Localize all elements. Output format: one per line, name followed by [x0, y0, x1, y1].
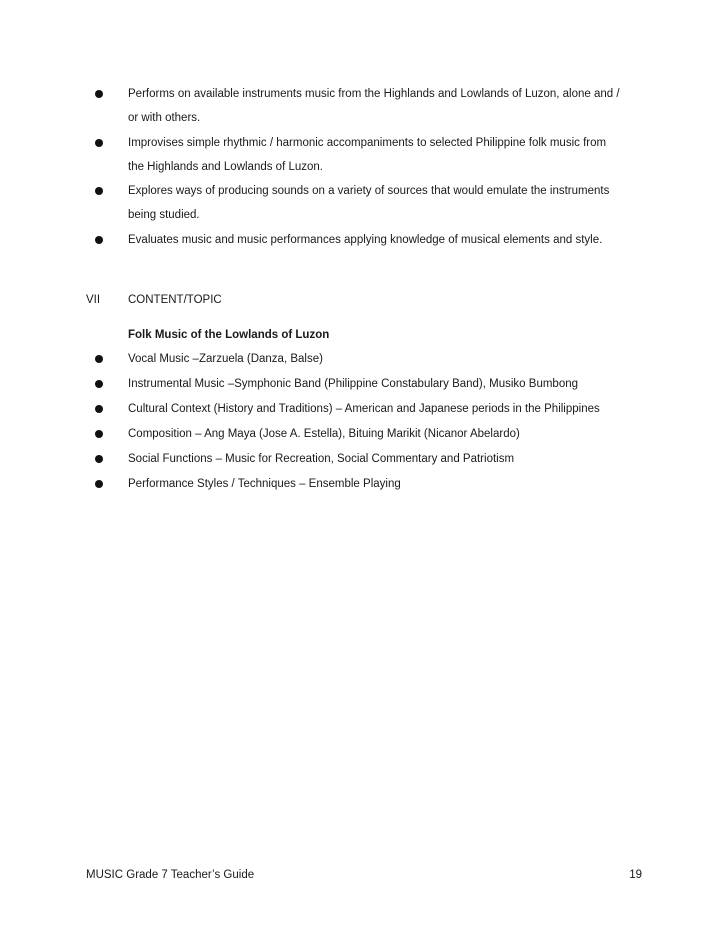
page-number: 19 [629, 869, 642, 881]
list-item: Social Functions – Music for Recreation, Social Commentary and Patriotism [128, 453, 515, 465]
bullet-icon [95, 236, 103, 244]
objective-line: the Highlands and Lowlands of Luzon. [128, 161, 324, 173]
bullet-icon [95, 380, 103, 388]
bullet-icon [95, 405, 103, 413]
objective-line: Improvises simple rhythmic / harmonic accompaniments to selected Philippine folk music from [128, 137, 607, 149]
list-item: Composition – Ang Maya (Jose A. Estella), Bituing Marikit (Nicanor Abelardo) [128, 428, 520, 440]
list-item: Instrumental Music –Symphonic Band (Philippine Constabulary Band), Musiko Bumbong [128, 378, 579, 390]
bullet-icon [95, 187, 103, 195]
bullet-icon [95, 355, 103, 363]
list-item: Performance Styles / Techniques – Ensemble Playing [128, 478, 401, 490]
list-item: Vocal Music –Zarzuela (Danza, Balse) [128, 353, 323, 365]
footer-title: MUSIC Grade 7 Teacher’s Guide [86, 869, 255, 881]
section-title: CONTENT/TOPIC [128, 294, 222, 306]
bullet-icon [95, 455, 103, 463]
bullet-icon [95, 139, 103, 147]
objective-line: Performs on available instruments music from the Highlands and Lowlands of Luzon, alone and / [128, 88, 620, 100]
objective-line: Evaluates music and music performances applying knowledge of musical elements and style. [128, 234, 603, 246]
objective-line: Explores ways of producing sounds on a variety of sources that would emulate the instruments [128, 185, 610, 197]
objective-line: being studied. [128, 209, 200, 221]
bullet-icon [95, 430, 103, 438]
section-subheading: Folk Music of the Lowlands of Luzon [128, 329, 330, 341]
bullet-icon [95, 90, 103, 98]
section-number: VII [86, 294, 101, 306]
list-item: Cultural Context (History and Traditions) – American and Japanese periods in the Philippines [128, 403, 600, 415]
objective-line: or with others. [128, 112, 201, 124]
bullet-icon [95, 480, 103, 488]
